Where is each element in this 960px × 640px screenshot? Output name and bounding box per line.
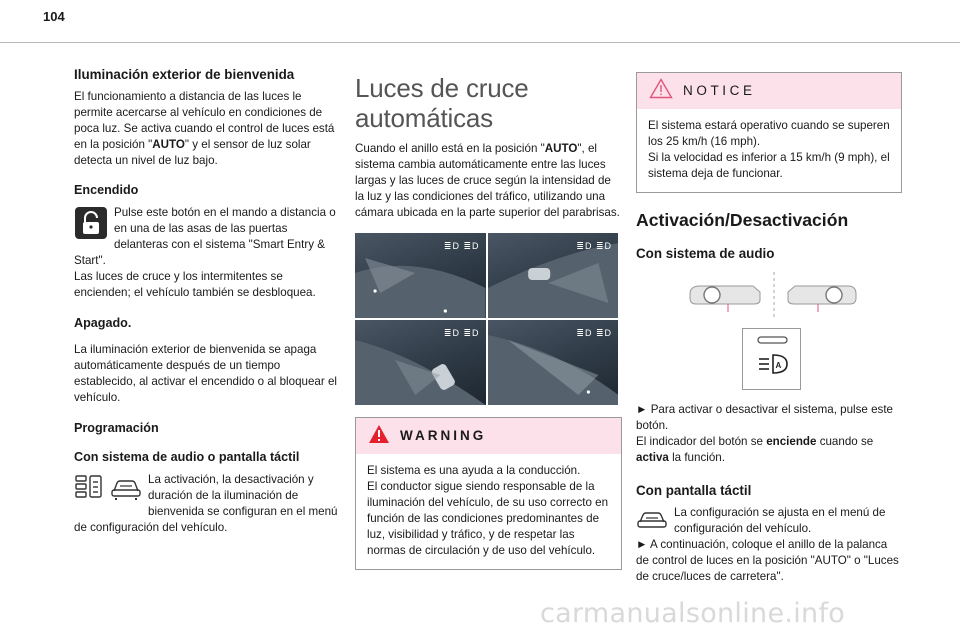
page-number: 104 [43, 9, 65, 24]
notice-title: NOTICE [683, 83, 756, 98]
notice-triangle-icon [649, 78, 673, 104]
audio-text-1: ► Para activar o desactivar el sistema, pulse este botón. [636, 403, 893, 432]
touchscreen-text-2: ► A continuación, coloque el anillo de la palanca de control de luces en la posición "AUTO" o "Luces de cruce/luces de carretera". [636, 538, 899, 583]
beam-indicator: ≣D ≣D [576, 241, 612, 251]
auto-beam-button[interactable] [742, 328, 801, 390]
notice-box [636, 72, 902, 193]
notice-line-1: El sistema estará operativo cuando se superen los 25 km/h (16 mph). [648, 119, 890, 148]
warning-title: WARNING [400, 428, 487, 443]
notice-line-2: Si la velocidad es inferior a 15 km/h (9 mph), el sistema deja de funcionar. [648, 151, 890, 180]
off-heading: Apagado. [74, 316, 132, 330]
touchscreen-paragraph [636, 505, 902, 537]
beam-indicator: ≣D ≣D [443, 241, 480, 251]
welcome-lighting-heading: Iluminación exterior de bienvenida [74, 67, 295, 82]
column-middle [355, 66, 622, 570]
beam-indicator: ≣D ≣D [576, 328, 612, 338]
warning-body [356, 454, 621, 569]
car-settings-icon [636, 506, 668, 537]
warning-line-2: El conductor sigue siendo responsable de la iluminación del vehículo, de su uso correcto en función de las condiciones predominantes de luz, visibilidad y tráfico, y de respetar las normas de circulación y de uso del vehículo. [367, 480, 609, 557]
illustration-curve-road [488, 320, 619, 405]
on-text: Pulse este botón en el mando a distancia o en una de las asas de las puertas delanteras con el sistema "Smart Entry & Start". [74, 206, 336, 267]
illustration-oncoming-car [488, 233, 619, 318]
programming-subheading: Con sistema de audio o pantalla táctil [74, 450, 300, 464]
car-settings-icon [110, 473, 142, 506]
beam-indicator: ≣D ≣D [443, 328, 480, 338]
column-left [74, 66, 340, 546]
warning-box [355, 417, 622, 570]
header-divider [0, 42, 960, 43]
on-heading: Encendido [74, 183, 139, 197]
touchscreen-text-1: La configuración se ajusta en el menú de configuración del vehículo. [674, 506, 886, 535]
illustration-high-beam-empty-road [355, 233, 486, 318]
steering-wheel-diagram [636, 268, 902, 324]
auto-beam-intro: Cuando el anillo está en la posición "AUTO", el sistema cambia automáticamente entre las luces largas y las luces de cruce según la intensidad de la luz y las condiciones del tráfico, utilizando una cámara ubicada en la parte superior del parabrisas. [355, 142, 620, 219]
audio-text-2: El indicador del botón se enciende cuando se activa la función. [636, 435, 874, 464]
audio-settings-icon [74, 473, 104, 506]
activation-title: Activación/Desactivación [636, 210, 849, 230]
off-text: La iluminación exterior de bienvenida se apaga automáticamente después de un tiempo establecido, al activar el encendido o al bloquear el vehículo. [74, 343, 337, 404]
svg-text:A: A [775, 361, 781, 370]
watermark: carmanualsonline.info [540, 598, 846, 629]
auto-beam-title: Luces de cruce automáticas [355, 73, 529, 133]
notice-header [637, 73, 901, 109]
on-paragraph [74, 205, 340, 301]
programming-heading: Programación [74, 421, 159, 435]
on-text-2: Las luces de cruce y los intermitentes se encienden; el vehículo también se desbloquea. [74, 270, 316, 299]
illustration-car-ahead [355, 320, 486, 405]
programming-text: La activación, la desactivación y duración de la iluminación de bienvenida se configuran en el menú de configuración del vehículo. [74, 473, 338, 534]
audio-heading: Con sistema de audio [636, 246, 775, 261]
column-right [636, 72, 902, 585]
welcome-lighting-intro: El funcionamiento a distancia de las luces le permite acercarse al vehículo en condiciones de poca luz. Se activa cuando el control de luces está en la posición "AUTO" y el sensor de luz solar detecta un nivel de luz bajo. [74, 90, 335, 167]
unlock-key-icon [74, 206, 108, 245]
warning-triangle-icon [368, 424, 390, 449]
warning-line-1: El sistema es una ayuda a la conducción. [367, 464, 581, 477]
headlight-illustrations [355, 233, 618, 405]
programming-paragraph [74, 472, 340, 536]
warning-header [356, 418, 621, 454]
notice-body [637, 109, 901, 192]
touchscreen-heading: Con pantalla táctil [636, 483, 752, 498]
